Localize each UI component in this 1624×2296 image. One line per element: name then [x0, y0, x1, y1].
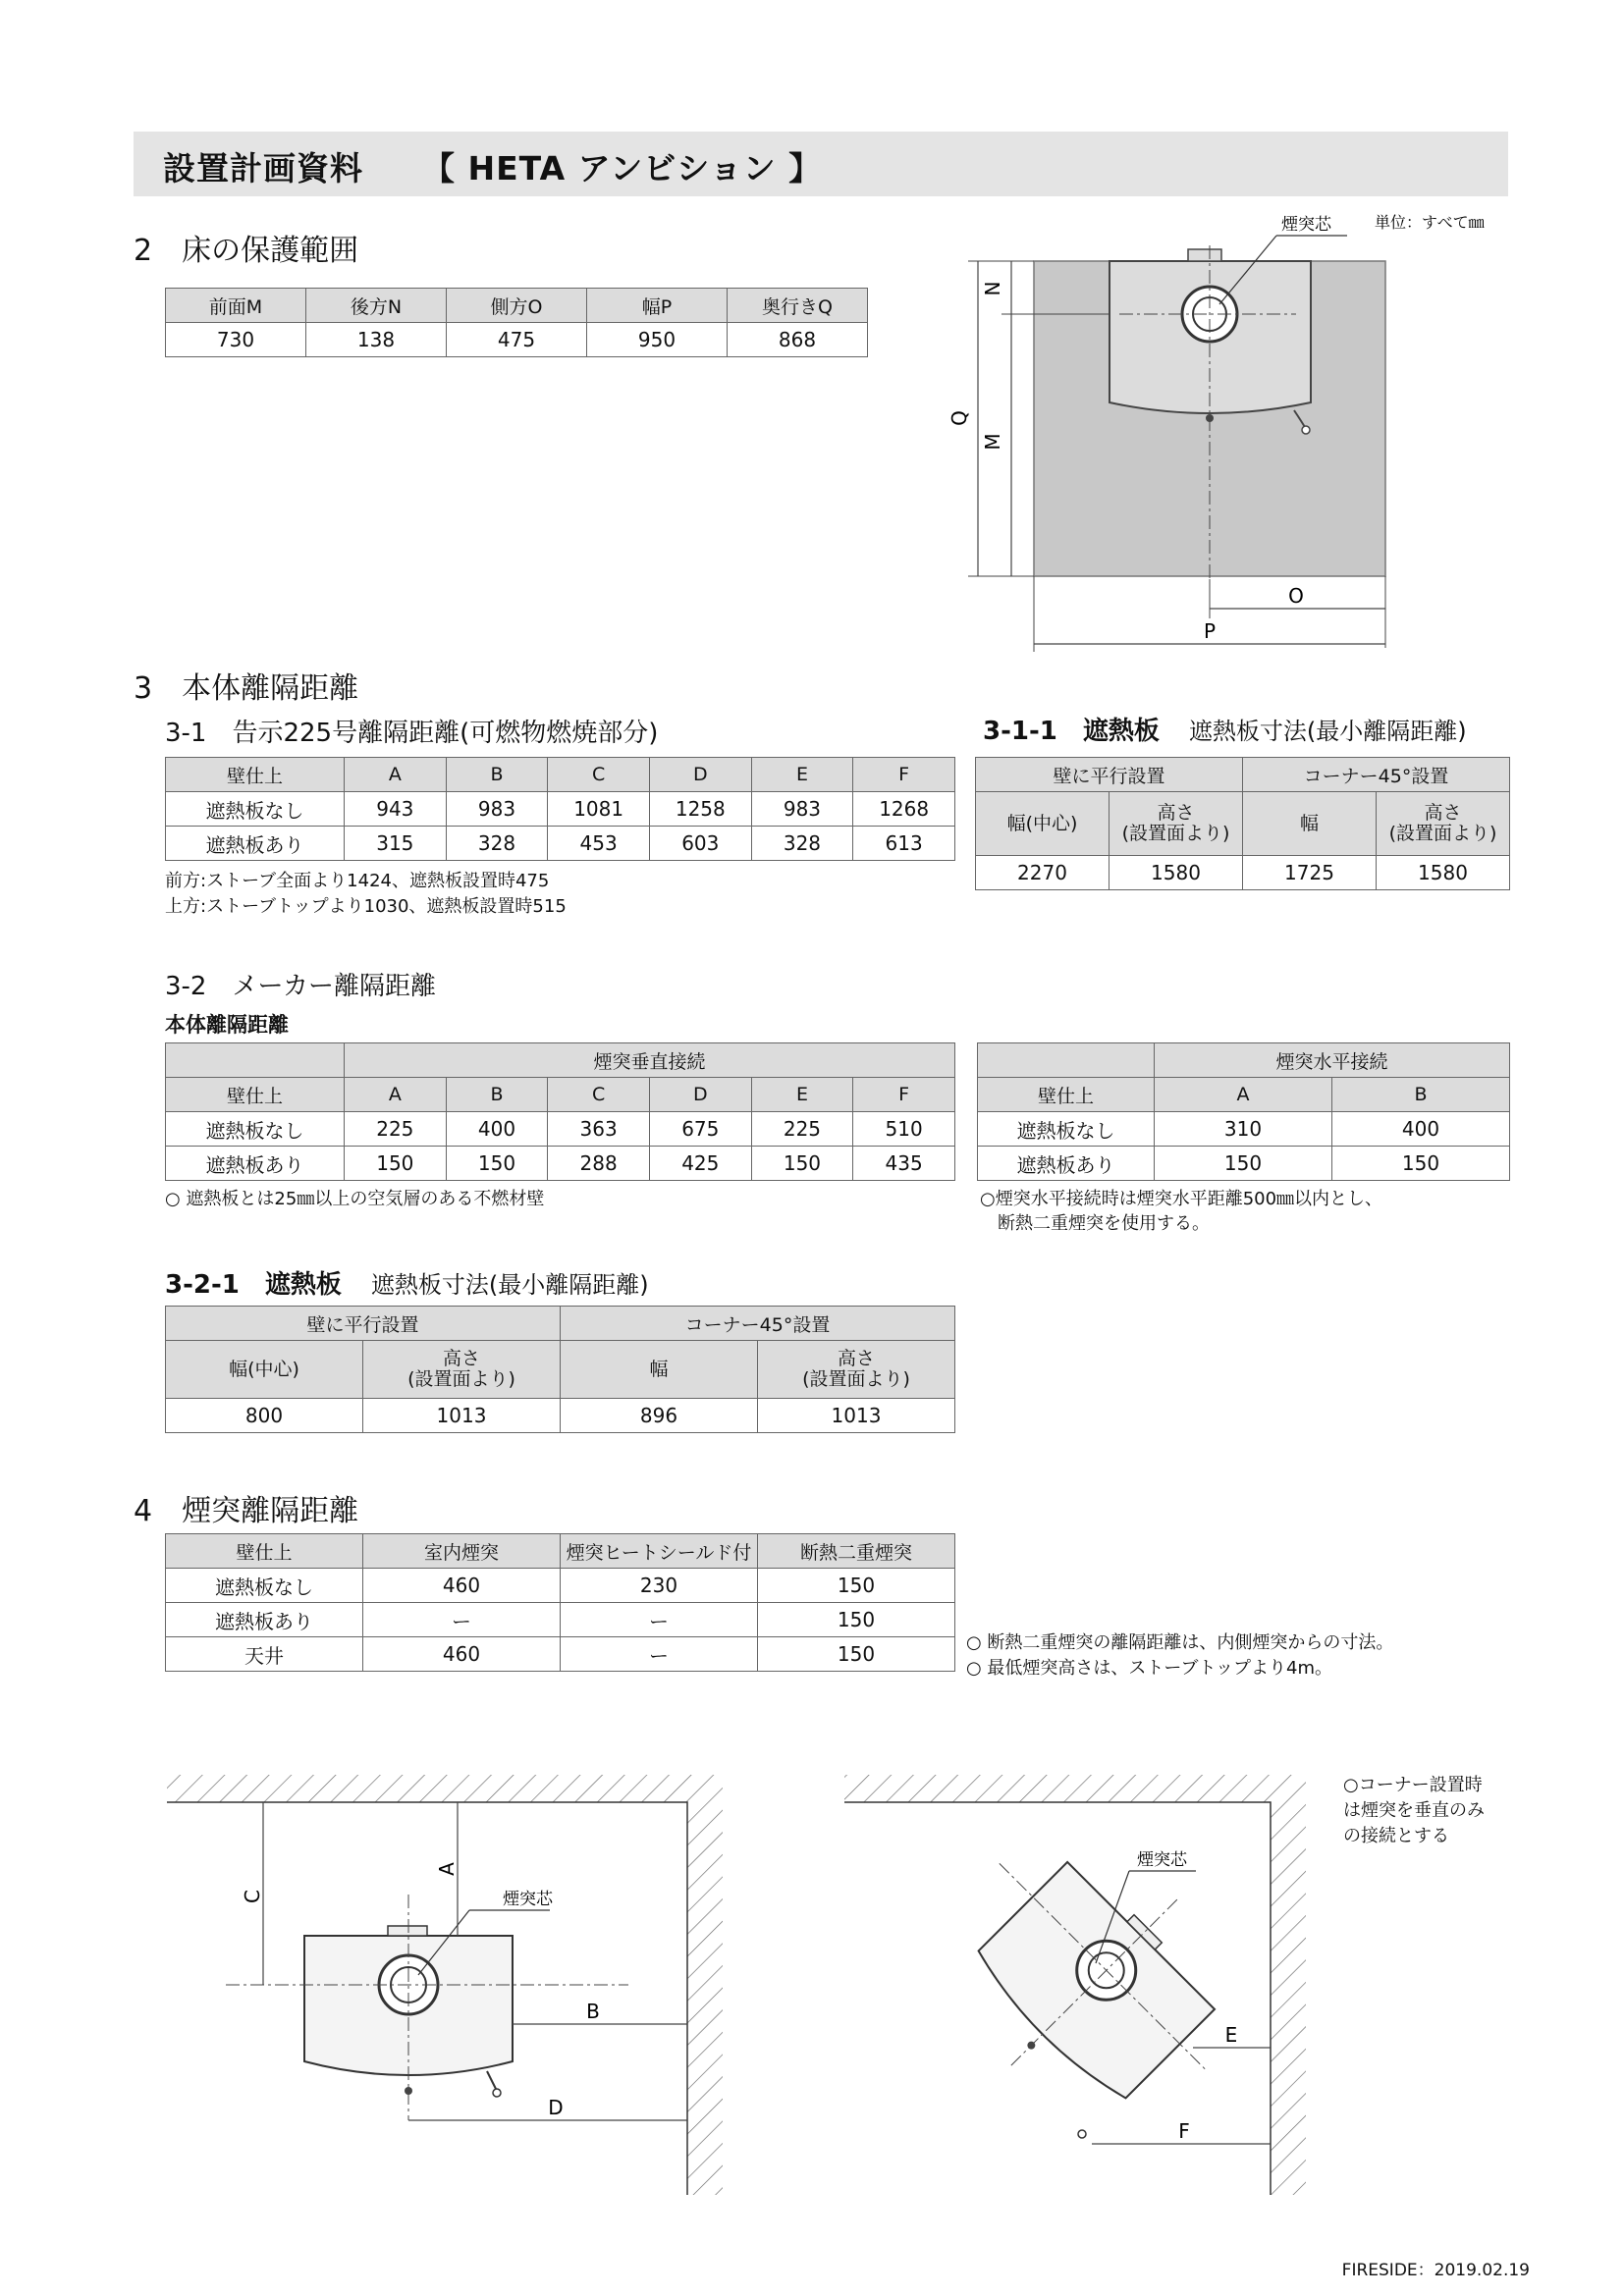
col-header: F [853, 758, 955, 792]
sub-header-line: (設置面より) [1388, 823, 1497, 844]
table-cell: 475 [447, 323, 587, 357]
table-cell: 950 [587, 323, 728, 357]
table-cell: 1013 [363, 1399, 561, 1433]
table-row [166, 1603, 955, 1637]
page-title [163, 143, 822, 189]
section-3-heading: 3 本体離隔距離 [134, 671, 359, 706]
table-cell: 150 [1332, 1147, 1510, 1181]
table-cell: 460 [363, 1569, 561, 1603]
table-cell: 150 [446, 1147, 548, 1181]
section-number: 3-2-1 遮熱板 [165, 1270, 342, 1300]
sub-header-line: (設置面より) [1121, 823, 1230, 844]
note-horizontal-2: 断熱二重煙突を使用する。 [980, 1213, 1210, 1234]
table-cell: 896 [561, 1399, 758, 1433]
corner-note-line: ○コーナー設置時 [1343, 1775, 1483, 1795]
sub-header: 幅 [561, 1341, 758, 1399]
footer-credit: FIRESIDE：2019.02.19 [1341, 2261, 1530, 2280]
handle-knob [1078, 2130, 1086, 2138]
dim-label-a: A [435, 1862, 459, 1876]
col-header: 断熱二重煙突 [758, 1534, 955, 1569]
table-cell: 868 [728, 323, 868, 357]
floor-protection-diagram [933, 196, 1522, 658]
dim-label-m: M [981, 433, 1004, 451]
table-cell: 983 [751, 792, 853, 827]
section-4-heading: 4 煙突離隔距離 [134, 1494, 359, 1528]
top-wall-hatch [844, 1775, 1306, 1802]
parallel-clearance-diagram [157, 1747, 746, 2199]
table-row [166, 1637, 955, 1672]
table-row [166, 792, 955, 827]
col-header: B [446, 1078, 548, 1112]
section-3-2-subheading: 本体離隔距離 [165, 1013, 289, 1037]
row-label: 遮熱板なし [166, 792, 345, 827]
sub-header [1377, 792, 1510, 856]
col-header: B [446, 758, 548, 792]
sub-header [758, 1341, 955, 1399]
col-header: 壁仕上 [978, 1078, 1155, 1112]
group-header: 煙突水平接続 [1155, 1043, 1510, 1078]
group-header: 煙突垂直接続 [345, 1043, 955, 1078]
col-header: 壁仕上 [166, 1078, 345, 1112]
col-header: 前面M [166, 289, 306, 323]
table-row [166, 827, 955, 861]
corner-clearance-diagram [835, 1747, 1326, 2199]
title-model: 【 HETA アンビション 】 [422, 149, 823, 187]
dim-label-p: P [1203, 619, 1217, 643]
section-3-2-heading: 3-2 メーカー離隔距離 [165, 972, 436, 1001]
table-cell: 2270 [976, 856, 1110, 890]
row-label: 遮熱板あり [166, 1147, 345, 1181]
note-heat-shield: ○ 遮熱板とは25㎜以上の空気層のある不燃材壁 [165, 1189, 545, 1209]
section-3-1-1-heading [983, 711, 1467, 747]
table-cell: 288 [548, 1147, 650, 1181]
floor-protection-table [165, 288, 868, 357]
col-header: A [345, 758, 447, 792]
stove-handle [487, 2071, 497, 2091]
stove-foot [405, 2087, 412, 2095]
table-row [166, 1147, 955, 1181]
sub-header: 幅 [1243, 792, 1377, 856]
sub-header-line: 高さ [1157, 802, 1195, 824]
col-header: 壁仕上 [166, 758, 345, 792]
dim-label-e: E [1224, 2023, 1238, 2047]
table-cell: 943 [345, 792, 447, 827]
col-header: C [548, 758, 650, 792]
sub-header-line: 高さ [837, 1348, 875, 1369]
table-cell: 150 [758, 1569, 955, 1603]
blank-header [166, 1043, 345, 1078]
group-header: 壁に平行設置 [976, 758, 1243, 792]
table-cell: 328 [446, 827, 548, 861]
sub-header-line: (設置面より) [802, 1368, 910, 1390]
chimney-clearance-table [165, 1533, 955, 1672]
table-cell: 225 [751, 1112, 853, 1147]
note-horizontal-1: ○煙突水平接続時は煙突水平距離500㎜以内とし、 [980, 1189, 1383, 1209]
row-label: 遮熱板あり [166, 1603, 363, 1637]
blank-header [978, 1043, 1155, 1078]
table-cell: 730 [166, 323, 306, 357]
handle-knob [493, 2089, 501, 2097]
maker-vertical-table [165, 1042, 955, 1181]
group-header: 壁に平行設置 [166, 1307, 561, 1341]
section-3-2-1-heading [165, 1264, 649, 1301]
sub-header-line: 高さ [1424, 802, 1462, 824]
stove-top-collar [388, 1926, 427, 1936]
sub-header-line: 高さ [442, 1348, 480, 1369]
table-cell: 1081 [548, 792, 650, 827]
dim-label-o: O [1288, 584, 1304, 608]
col-header: D [649, 1078, 751, 1112]
sub-header: 幅(中心) [166, 1341, 363, 1399]
row-label: 遮熱板なし [166, 1569, 363, 1603]
corner-note [1343, 1773, 1485, 1849]
dim-label-b: B [586, 2000, 600, 2023]
col-header: 室内煙突 [363, 1534, 561, 1569]
table-cell: 453 [548, 827, 650, 861]
corner-note-line: は煙突を垂直のみ [1343, 1800, 1485, 1821]
col-header: E [751, 758, 853, 792]
col-header: 壁仕上 [166, 1534, 363, 1569]
table-cell: 150 [345, 1147, 447, 1181]
flue-label: 煙突芯 [1137, 1850, 1187, 1870]
section-2-heading: 2 床の保護範囲 [134, 234, 359, 268]
table-cell: 230 [561, 1569, 758, 1603]
unit-label: 単位：すべて㎜ [1375, 213, 1485, 232]
table-cell: 400 [1332, 1112, 1510, 1147]
table-cell: 425 [649, 1147, 751, 1181]
table-cell: 363 [548, 1112, 650, 1147]
table-cell: 150 [758, 1637, 955, 1672]
row-label: 遮熱板あり [978, 1147, 1155, 1181]
table-cell: 435 [853, 1147, 955, 1181]
col-header: F [853, 1078, 955, 1112]
row-label: 遮熱板あり [166, 827, 345, 861]
table-row [166, 1569, 955, 1603]
group-header: コーナー45°設置 [561, 1307, 955, 1341]
table-cell: 400 [446, 1112, 548, 1147]
col-header: 奥行きQ [728, 289, 868, 323]
table-cell: ー [363, 1603, 561, 1637]
col-header: C [548, 1078, 650, 1112]
stove-foot [1206, 414, 1214, 422]
table-cell: 310 [1155, 1112, 1332, 1147]
table-cell: 460 [363, 1637, 561, 1672]
side-wall-hatch [687, 1802, 723, 2195]
heat-shield-table-2 [165, 1306, 955, 1433]
table-cell: 150 [758, 1603, 955, 1637]
side-wall-hatch [1271, 1802, 1306, 2195]
note-top: 上方:ストーブトップより1030、遮熱板設置時515 [165, 896, 567, 917]
table-cell: ー [561, 1637, 758, 1672]
sub-header: 幅(中心) [976, 792, 1110, 856]
group-header: コーナー45°設置 [1243, 758, 1510, 792]
row-label: 天井 [166, 1637, 363, 1672]
maker-horizontal-table [977, 1042, 1510, 1181]
title-text: 設置計画資料 [163, 149, 363, 187]
note-front: 前方:ストーブ全面より1424、遮熱板設置時475 [165, 871, 550, 891]
col-header: 幅P [587, 289, 728, 323]
col-header: B [1332, 1078, 1510, 1112]
note-min-chimney-height: ○ 最低煙突高さは、ストーブトップより4m。 [966, 1658, 1332, 1679]
table-cell: 1013 [758, 1399, 955, 1433]
flue-label: 煙突芯 [1281, 215, 1331, 235]
table-cell: 1258 [649, 792, 751, 827]
section-number: 3-1-1 遮熱板 [983, 717, 1160, 746]
table-cell: 983 [446, 792, 548, 827]
sub-header-line: (設置面より) [407, 1368, 515, 1390]
table-cell: 328 [751, 827, 853, 861]
table-cell: 1580 [1110, 856, 1243, 890]
table-cell: 1725 [1243, 856, 1377, 890]
dim-label-f: F [1178, 2119, 1190, 2143]
table-cell: 613 [853, 827, 955, 861]
table-cell: 1268 [853, 792, 955, 827]
dim-label-c: C [241, 1890, 264, 1903]
col-header: D [649, 758, 751, 792]
rotated-stove [903, 1792, 1278, 2167]
col-header: E [751, 1078, 853, 1112]
table-cell: ー [561, 1603, 758, 1637]
note-insulated-chimney: ○ 断熱二重煙突の離隔距離は、内側煙突からの寸法。 [966, 1632, 1394, 1653]
handle-knob [1302, 426, 1310, 434]
table-cell: 138 [306, 323, 447, 357]
table-row [978, 1147, 1510, 1181]
heat-shield-table-1 [975, 757, 1510, 890]
table-cell: 800 [166, 1399, 363, 1433]
stove-top-collar [1188, 249, 1221, 261]
col-header: 後方N [306, 289, 447, 323]
section-desc: 遮熱板寸法(最小離隔距離) [370, 1271, 649, 1299]
notice-225-table [165, 757, 955, 861]
table-cell: 225 [345, 1112, 447, 1147]
table-cell: 675 [649, 1112, 751, 1147]
section-desc: 遮熱板寸法(最小離隔距離) [1188, 718, 1467, 745]
table-cell: 510 [853, 1112, 955, 1147]
col-header: 側方O [447, 289, 587, 323]
table-cell: 1580 [1377, 856, 1510, 890]
col-header: 煙突ヒートシールド付 [561, 1534, 758, 1569]
top-wall-hatch [167, 1775, 723, 1802]
flue-label: 煙突芯 [503, 1890, 553, 1909]
col-header: A [345, 1078, 447, 1112]
dim-label-q: Q [947, 410, 971, 426]
col-header: A [1155, 1078, 1332, 1112]
table-row [166, 1112, 955, 1147]
section-3-1-heading: 3-1 告示225号離隔距離(可燃物燃焼部分) [165, 719, 659, 748]
table-cell: 603 [649, 827, 751, 861]
dim-label-d: D [548, 2096, 564, 2119]
row-label: 遮熱板なし [978, 1112, 1155, 1147]
corner-note-line: の接続とする [1343, 1826, 1449, 1846]
row-label: 遮熱板なし [166, 1112, 345, 1147]
sub-header [363, 1341, 561, 1399]
table-cell: 315 [345, 827, 447, 861]
table-cell: 150 [1155, 1147, 1332, 1181]
dim-label-n: N [981, 281, 1004, 296]
table-row [978, 1112, 1510, 1147]
sub-header [1110, 792, 1243, 856]
table-cell: 150 [751, 1147, 853, 1181]
